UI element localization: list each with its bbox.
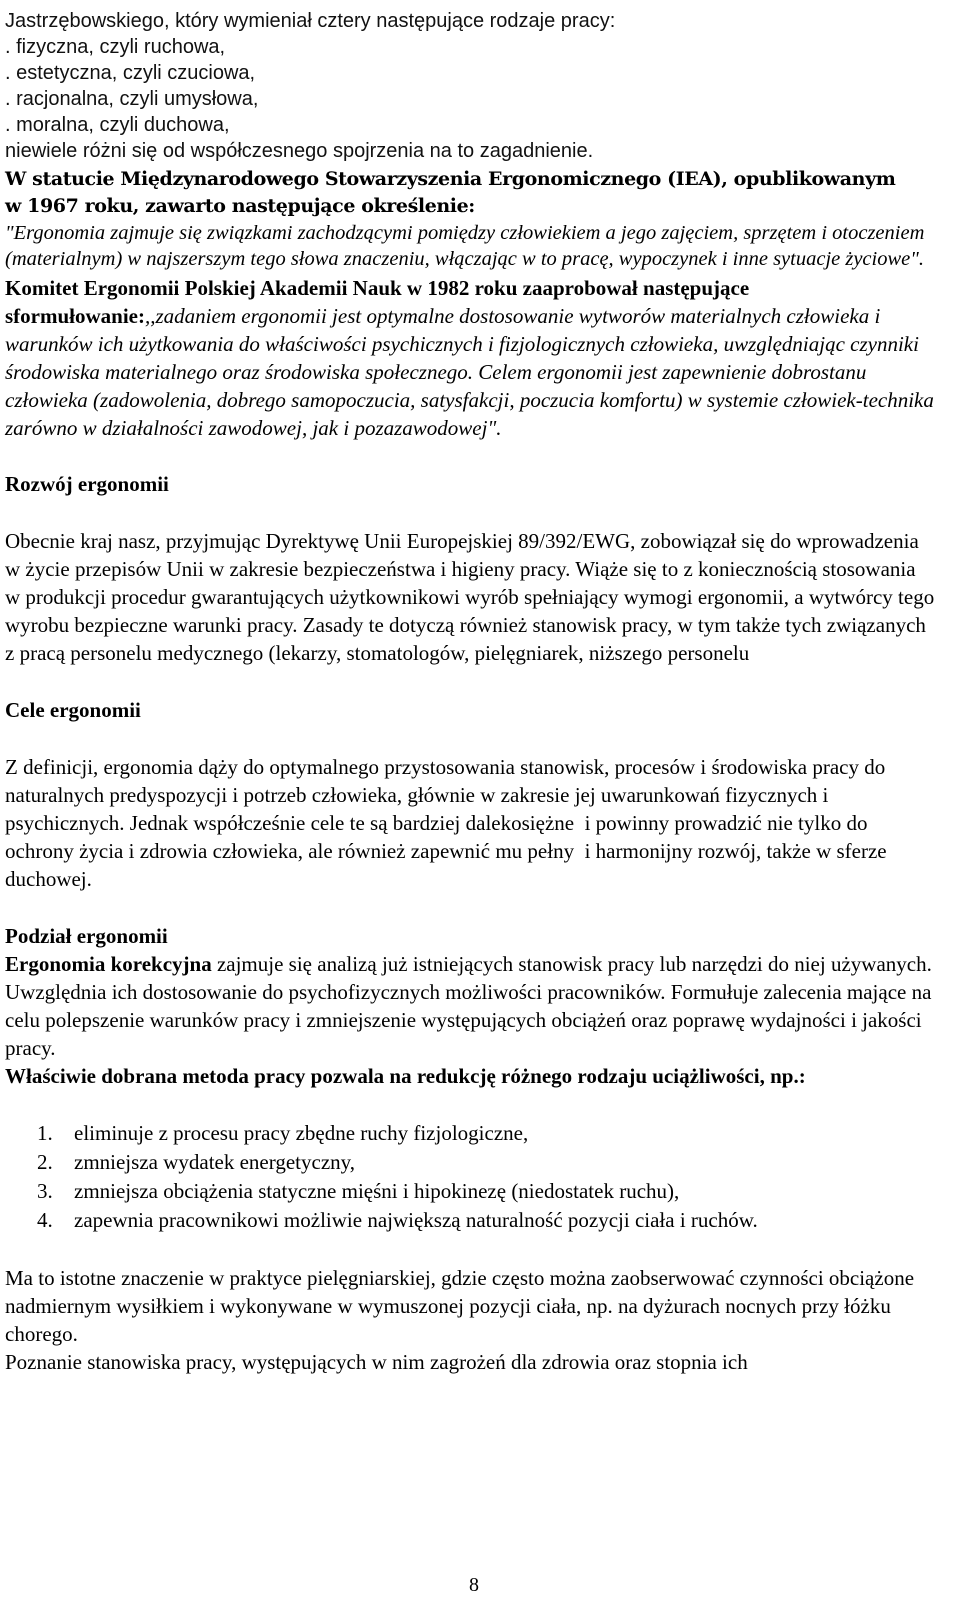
list-item (5, 1206, 935, 1235)
list-item (5, 1148, 935, 1177)
list-text: zmniejsza wydatek energetyczny, (74, 1150, 356, 1174)
section-heading-rozwoj: Rozwój ergonomii (5, 472, 169, 496)
rozwoj-paragraph: Obecnie kraj nasz, przyjmując Dyrektywę Unii Europejskiej 89/392/EWG, zobowiązał się do wprowadzenia w życie przepisów Unii w zakresie bezpieczeństwa i higieny pracy. Wiąże się to z koniecznością stosowania w produkcji procedur gwarantujących użytkownikowi wyrób spełniający wymogi ergonomii, a wytwórcy tego wyrobu bezpieczne warunki pracy. Zasady te dotyczą również stanowisk pracy, w tym także tych związanych z pracą personelu medycznego (lekarzy, stomatologów, pielęgniarek, niższego personelu (5, 529, 935, 665)
page-number: 8 (469, 1574, 479, 1596)
iea-statement-line1: W statucie Międzynarodowego Stowarzyszenia Ergonomicznego (IEA), opublikowanym (5, 168, 896, 190)
podzial-paragraph (5, 950, 935, 1062)
section-heading-cele: Cele ergonomii (5, 698, 141, 722)
iea-quote: "Ergonomia zajmuje się związkami zachodzącymi pomiędzy człowiekiem a jego zajęciem, sprzętem i otoczeniem (materialnym) w najszerszym tego słowa znaczeniu, włączając w to pracę, wypoczynek i inne sytuacje życiowe". (5, 222, 925, 270)
cele-paragraph: Z definicji, ergonomia dąży do optymalnego przystosowania stanowisk, procesów i środowiska pracy do naturalnych predyspozycji i potrzeb człowieka, głównie w zakresie jej uwarunkowań fizycznych i psychicznych. Jednak współcześnie cele te są bardziej dalekosiężne i powinny prowadzić nie tylko do ochrony życia i zdrowia człowieka, ale również zapewnić mu pełny i harmonijny rozwój, także w sferze duchowej. (5, 755, 892, 891)
intro-item: . moralna, czyli duchowa, (5, 114, 230, 136)
closing-paragraph: Ma to istotne znaczenie w praktyce pielęgniarskiej, gdzie często można zaobserwować czynności obciążone nadmiernym wysiłkiem i wykonywane w wymuszonej pozycji ciała, np. na dyżurach nocnych przy łóżku chorego. (5, 1266, 915, 1346)
numbered-list (5, 1119, 935, 1235)
list-number: 2. (37, 1150, 53, 1174)
komitet-paragraph (5, 274, 935, 442)
intro-item: . fizyczna, czyli ruchowa, (5, 36, 226, 58)
document-page (5, 0, 935, 1376)
iea-statement-line2: w 1967 roku, zawarto następujące określenie: (5, 195, 475, 217)
closing-paragraph-continued: Poznanie stanowiska pracy, występujących w nim zagrożeń dla zdrowia oraz stopnia ich (5, 1350, 748, 1374)
intro-closing: niewiele różni się od współczesnego spojrzenia na to zagadnienie. (5, 140, 594, 162)
komitet-quote: ,,zadaniem ergonomii jest optymalne dostosowanie wytworów materialnych człowieka i warunków ich użytkowania do właściwości psychicznych i fizjologicznych człowieka, uwzględniając czynniki środowiska materialnego oraz środowiska społecznego. Celem ergonomii jest zapewnienie dobrostanu człowieka (zadowolenia, dobrego samopoczucia, satysfakcji, poczucia komfortu) w systemie człowiek-technika zarówno w działalności zawodowej, jak i pozazawodowej". (5, 304, 934, 440)
intro-block (5, 8, 935, 164)
list-item (5, 1177, 935, 1206)
iea-block (5, 166, 935, 272)
term-korekcyjna: Ergonomia korekcyjna (5, 952, 212, 976)
intro-line: Jastrzębowskiego, który wymieniał cztery następujące rodzaje pracy: (5, 10, 616, 32)
list-text: zapewnia pracownikowi możliwie największą naturalność pozycji ciała i ruchów. (74, 1208, 758, 1232)
section-heading-podzial: Podział ergonomii (5, 924, 168, 948)
intro-item: . racjonalna, czyli umysłowa, (5, 88, 259, 110)
list-number: 4. (37, 1208, 53, 1232)
intro-item: . estetyczna, czyli czuciowa, (5, 62, 256, 84)
list-text: eliminuje z procesu pracy zbędne ruchy fizjologiczne, (74, 1121, 529, 1145)
komitet-lead: Komitet Ergonomii Polskiej Akademii Nauk w 1982 roku zaaprobował następujące sformułowanie: (5, 276, 750, 328)
list-number: 3. (37, 1179, 53, 1203)
list-text: zmniejsza obciążenia statyczne mięśni i hipokinezę (niedostatek ruchu), (74, 1179, 680, 1203)
list-item (5, 1119, 935, 1148)
list-number: 1. (37, 1121, 53, 1145)
korekcyjna-text: zajmuje się analizą już istniejących stanowisk pracy lub narzędzi do niej używanych. Uwzględnia ich dostosowanie do psychofizycznych możliwości pracowników. Formułuje zalecenia mające na celu polepszenie warunków pracy i zmniejszenie występujących obciążeń oraz poprawę wydajności i jakości pracy. (5, 952, 932, 1060)
method-statement: Właściwie dobrana metoda pracy pozwala na redukcję różnego rodzaju uciążliwości, np.: (5, 1064, 806, 1088)
